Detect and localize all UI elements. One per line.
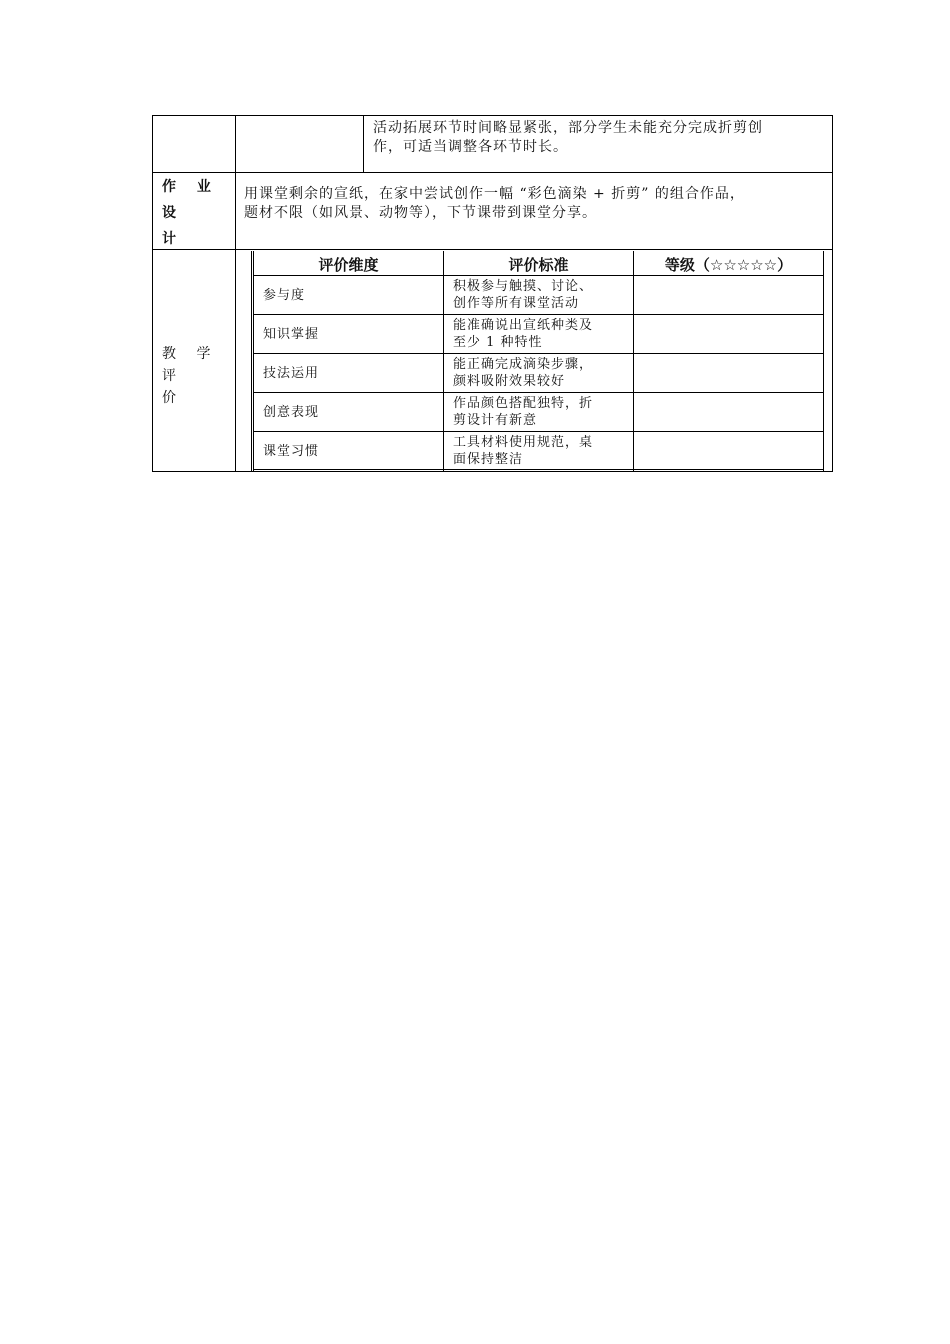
eval-row-divider [253,353,824,354]
eval-row-dimension: 知识掌握 [263,327,320,342]
row-divider-1 [152,172,833,173]
border-bottom [152,471,833,472]
eval-table-left-inner [253,251,254,471]
eval-header-dimension: 评价维度 [318,256,379,274]
eval-row-grade[interactable] [640,356,818,390]
eval-row-grade[interactable] [640,395,818,429]
reflection-text: 活动拓展环节时间略显紧张，部分学生未能充分完成折剪创 作，可适当调整各环节时长。 [373,120,763,155]
border-top [152,115,833,116]
homework-text: 用课堂剩余的宣纸，在家中尝试创作一幅 “彩色滴染 + 折剪” 的组合作品， 题材不限（如风景、动物等），下节课带到课堂分享。 [244,186,745,221]
eval-row-grade[interactable] [640,278,818,312]
homework-label: 作 业 设 计 [162,179,219,247]
eval-row-standard: 工具材料使用规范，桌 面保持整洁 [453,435,594,467]
eval-header-standard: 评价标准 [508,256,569,274]
eval-row-divider [253,392,824,393]
eval-row-dimension: 参与度 [263,288,306,303]
eval-row-standard: 积极参与触摸、讨论、 创作等所有课堂活动 [453,279,594,311]
border-left [152,115,153,472]
eval-row-dimension: 技法运用 [263,366,320,381]
eval-col-divider-1 [443,251,444,471]
eval-row-grade[interactable] [640,317,818,351]
eval-row-grade[interactable] [640,434,818,468]
eval-header-grade: 等级（☆☆☆☆☆） [664,256,793,274]
evaluation-label: 教 学 评 价 [162,346,219,406]
eval-row-standard: 作品颜色搭配独特，折 剪设计有新意 [453,396,594,428]
row-divider-2 [152,249,833,250]
first-row-inner-divider [363,115,364,173]
eval-table-bottom [253,469,824,470]
eval-row-dimension: 创意表现 [263,405,320,420]
eval-col-divider-2 [633,251,634,471]
eval-row-standard: 能准确说出宣纸种类及 至少 1 种特性 [453,318,594,350]
eval-row-divider [253,314,824,315]
eval-header-bottom [253,275,824,276]
eval-row-standard: 能正确完成滴染步骤， 颜料吸附效果较好 [453,357,594,389]
eval-table-right [823,251,824,471]
label-column-divider [235,115,236,472]
border-right [832,115,833,472]
eval-row-dimension: 课堂习惯 [263,444,320,459]
eval-row-divider [253,431,824,432]
eval-table-left-outer [251,251,252,471]
